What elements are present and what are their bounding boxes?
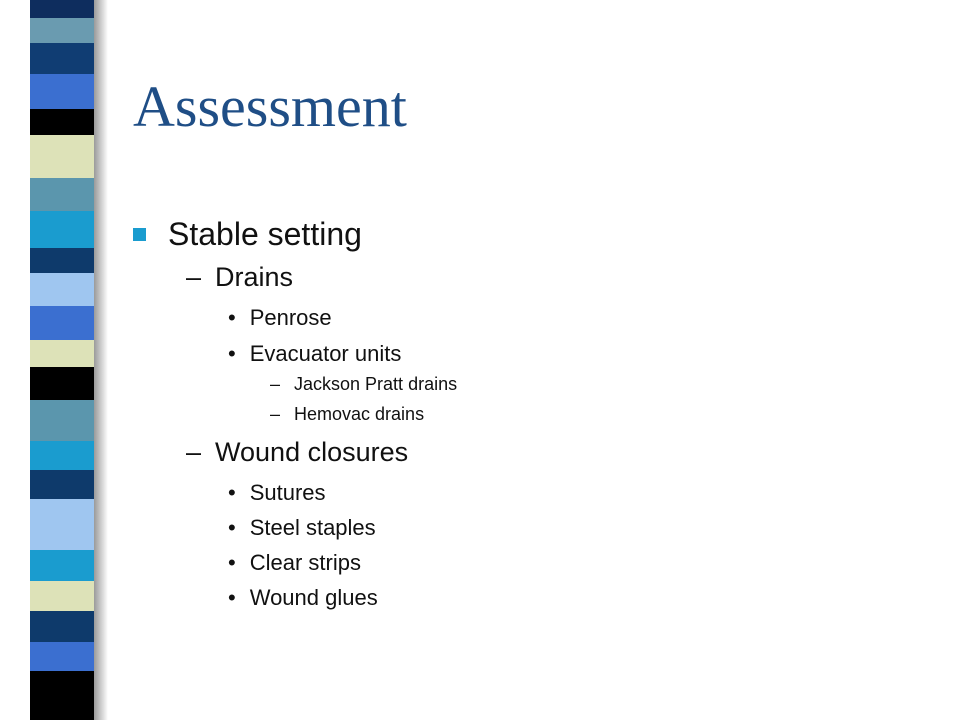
strip-band [30, 178, 94, 211]
dash-marker: – [270, 374, 281, 394]
strip-band [30, 550, 94, 581]
bullet-text: Hemovac drains [294, 404, 425, 424]
bullet-text: Stable setting [168, 216, 362, 252]
bullet-evacuator-units [228, 341, 401, 367]
strip-band [30, 273, 94, 306]
dash-marker: – [186, 262, 202, 292]
bullet-drains [186, 262, 293, 293]
bullet-penrose [228, 305, 332, 331]
square-bullet-icon [133, 228, 146, 241]
dot-marker: • [228, 585, 236, 610]
strip-band [30, 306, 94, 339]
slide-title: Assessment [133, 74, 407, 139]
decorative-strip-shadow [94, 0, 108, 720]
bullet-sutures [228, 480, 326, 506]
bullet-steel-staples [228, 515, 376, 541]
dot-marker: • [228, 550, 236, 575]
bullet-text: Wound closures [215, 437, 409, 467]
dot-marker: • [228, 341, 236, 366]
bullet-jackson-pratt [270, 374, 457, 395]
strip-band [30, 18, 94, 43]
dash-marker: – [186, 437, 202, 467]
strip-band [30, 367, 94, 400]
bullet-clear-strips [228, 550, 361, 576]
bullet-wound-closures [186, 437, 408, 468]
bullet-text: Steel staples [249, 515, 376, 540]
bullet-text: Jackson Pratt drains [294, 374, 458, 394]
strip-band [30, 248, 94, 273]
strip-band [30, 581, 94, 610]
decorative-color-strip [30, 0, 94, 720]
dot-marker: • [228, 305, 236, 330]
strip-band [30, 470, 94, 499]
strip-band [30, 211, 94, 248]
bullet-text: Sutures [249, 480, 326, 505]
strip-band [30, 74, 94, 109]
strip-band [30, 135, 94, 178]
bullet-text: Drains [215, 262, 294, 292]
bullet-text: Evacuator units [249, 341, 402, 366]
strip-band [30, 0, 94, 18]
strip-band [30, 441, 94, 470]
strip-band [30, 642, 94, 671]
bullet-text: Wound glues [249, 585, 378, 610]
strip-band [30, 109, 94, 134]
strip-band [30, 671, 94, 720]
strip-band [30, 611, 94, 642]
bullet-text: Clear strips [249, 550, 361, 575]
strip-band [30, 340, 94, 367]
dot-marker: • [228, 480, 236, 505]
bullet-hemovac [270, 404, 424, 425]
strip-band [30, 499, 94, 550]
bullet-text: Penrose [249, 305, 332, 330]
dot-marker: • [228, 515, 236, 540]
strip-band [30, 43, 94, 74]
bullet-stable-setting [133, 216, 362, 253]
dash-marker: – [270, 404, 281, 424]
bullet-wound-glues [228, 585, 378, 611]
strip-band [30, 400, 94, 441]
